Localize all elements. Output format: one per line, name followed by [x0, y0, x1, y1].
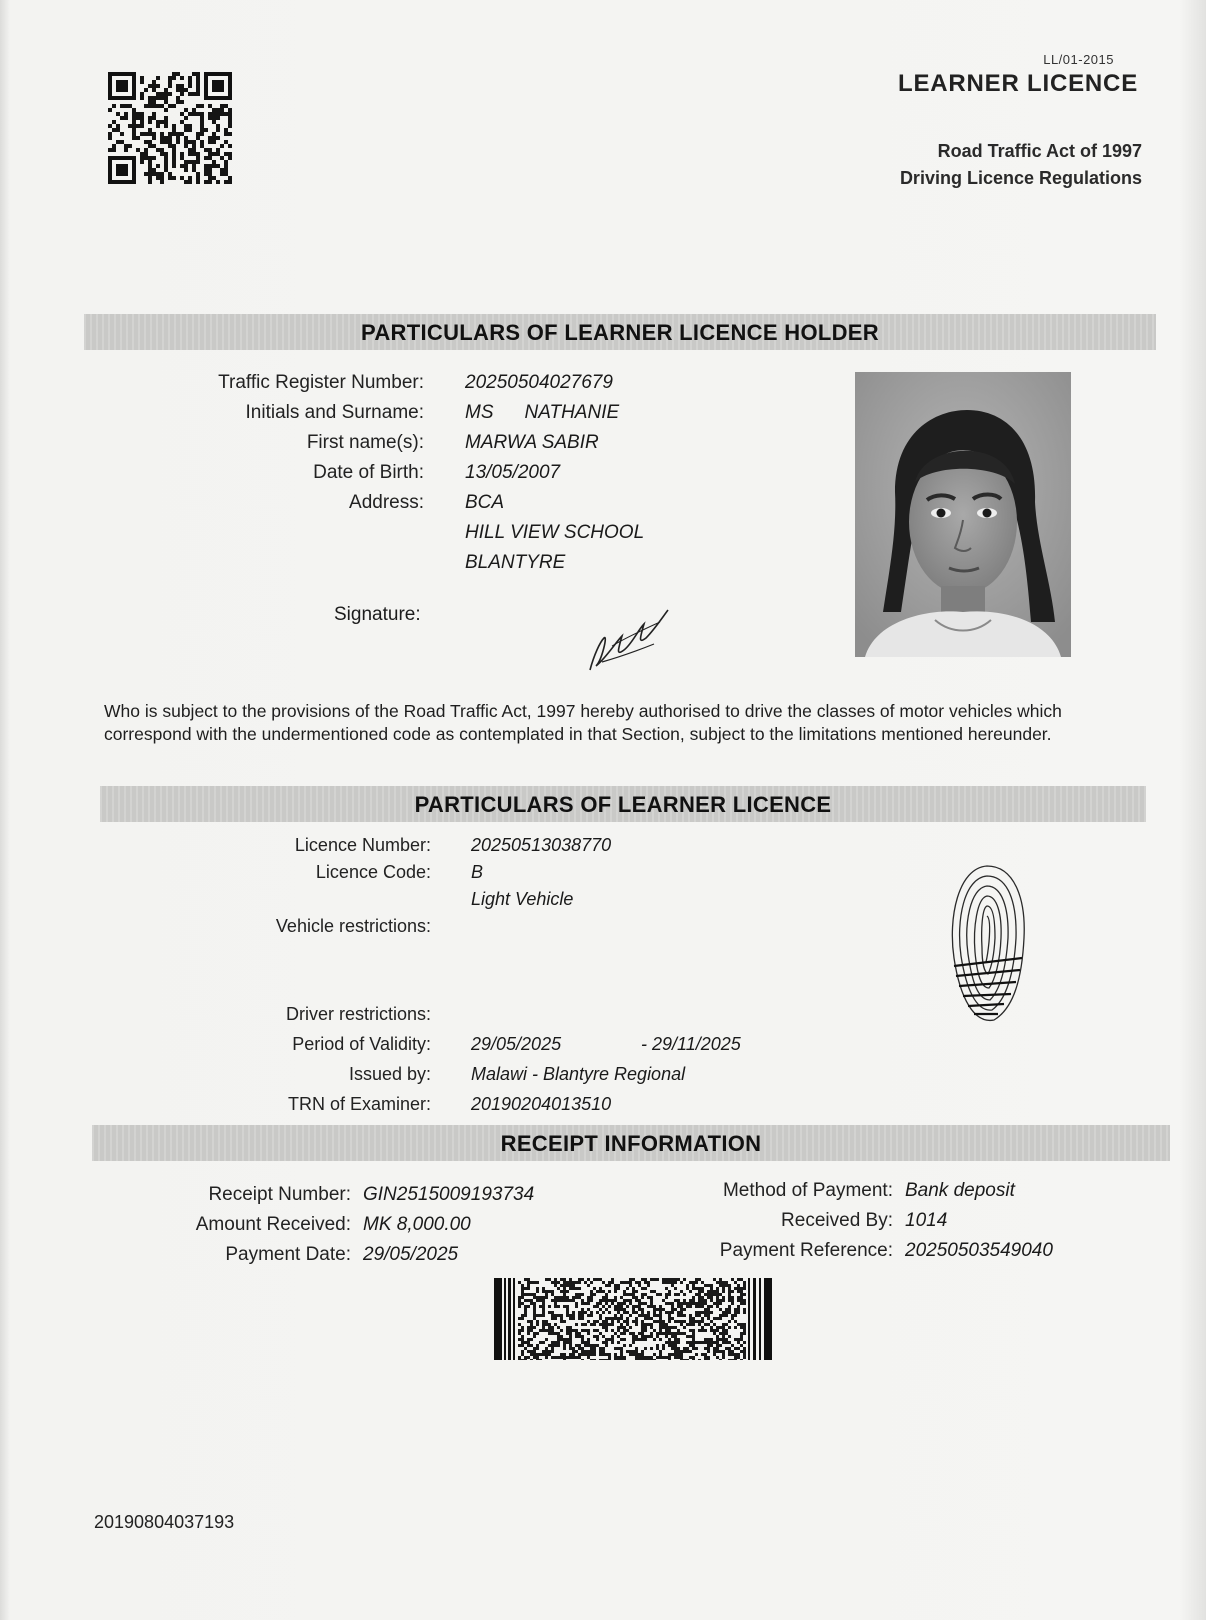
validity-label: Period of Validity: [292, 1034, 431, 1054]
address-line-1: BCA [465, 492, 505, 513]
licence-code-label: Licence Code: [315, 862, 431, 882]
valid-from: 29/05/2025 [471, 1034, 562, 1054]
amount-label: Amount Received: [195, 1214, 351, 1235]
examiner-value: 20190204013510 [471, 1094, 612, 1114]
driver-restrictions-label: Driver restrictions: [285, 1004, 431, 1024]
initials-value: MS [465, 402, 494, 423]
address-line-2: HILL VIEW SCHOOL [465, 522, 645, 543]
payment-date-label: Payment Date: [225, 1244, 351, 1265]
licence-number-value: 20250513038770 [471, 835, 612, 855]
initials-label: Initials and Surname: [245, 402, 424, 423]
signature-label: Signature: [334, 604, 421, 625]
authorisation-text: Who is subject to the provisions of the Road Traffic Act, 1997 hereby authorised to drive the classes of motor vehicles which correspond with the undermentioned code as contemplated in that Section, subject to the limitations mentioned hereunder. [104, 701, 1062, 744]
traffic-register-value: 20250504027679 [465, 372, 613, 393]
receipt-details-right [690, 1180, 1053, 1270]
holder-details [140, 372, 644, 582]
regulations-name: Driving Licence Regulations [899, 168, 1142, 188]
payment-reference-label: Payment Reference: [719, 1240, 893, 1261]
holder-section-heading: PARTICULARS OF LEARNER LICENCE HOLDER [84, 314, 1156, 350]
dob-value: 13/05/2007 [465, 462, 561, 483]
signature [582, 600, 672, 678]
payment-date-value: 29/05/2025 [363, 1244, 459, 1265]
receipt-number-label: Receipt Number: [208, 1184, 351, 1205]
licence-code-value: B [471, 862, 484, 882]
traffic-register-label: Traffic Register Number: [218, 372, 424, 393]
received-by-label: Received By: [781, 1210, 893, 1231]
examiner-label: TRN of Examiner: [287, 1094, 431, 1114]
vehicle-restrictions-label: Vehicle restrictions: [275, 916, 431, 936]
licence-code-description: Light Vehicle [471, 889, 574, 909]
payment-method-value: Bank deposit [905, 1180, 1015, 1201]
pdf417-barcode [494, 1278, 772, 1360]
form-code: LL/01-2015 [1043, 52, 1114, 67]
issued-by-value: Malawi - Blantyre Regional [471, 1064, 686, 1084]
qr-code [108, 72, 232, 184]
receipt-details-left [180, 1184, 534, 1274]
licence-number-label: Licence Number: [294, 835, 431, 855]
receipt-number-value: GIN2515009193734 [363, 1184, 535, 1205]
fingerprint [944, 858, 1030, 1026]
amount-value: MK 8,000.00 [363, 1214, 471, 1235]
valid-to: - 29/11/2025 [641, 1034, 741, 1054]
act-name: Road Traffic Act of 1997 [937, 141, 1142, 161]
dob-label: Date of Birth: [313, 462, 424, 483]
surname-value: NATHANIE [524, 402, 620, 423]
first-names-label: First name(s): [306, 432, 424, 453]
licence-section-heading: PARTICULARS OF LEARNER LICENCE [100, 786, 1146, 822]
received-by-value: 1014 [905, 1210, 948, 1231]
page-title: LEARNER LICENCE [897, 70, 1138, 97]
payment-reference-value: 20250503549040 [905, 1240, 1053, 1261]
licence-validity [150, 1004, 741, 1124]
licence-details [150, 835, 611, 943]
issued-by-label: Issued by: [348, 1064, 431, 1084]
first-names-value: MARWA SABIR [465, 432, 599, 453]
act-reference [900, 138, 1142, 192]
holder-photo [855, 372, 1071, 657]
payment-method-label: Method of Payment: [722, 1180, 893, 1201]
receipt-section-heading: RECEIPT INFORMATION [92, 1125, 1170, 1161]
address-label: Address: [349, 492, 424, 513]
footer-number: 20190804037193 [94, 1512, 235, 1532]
address-line-3: BLANTYRE [465, 552, 566, 573]
